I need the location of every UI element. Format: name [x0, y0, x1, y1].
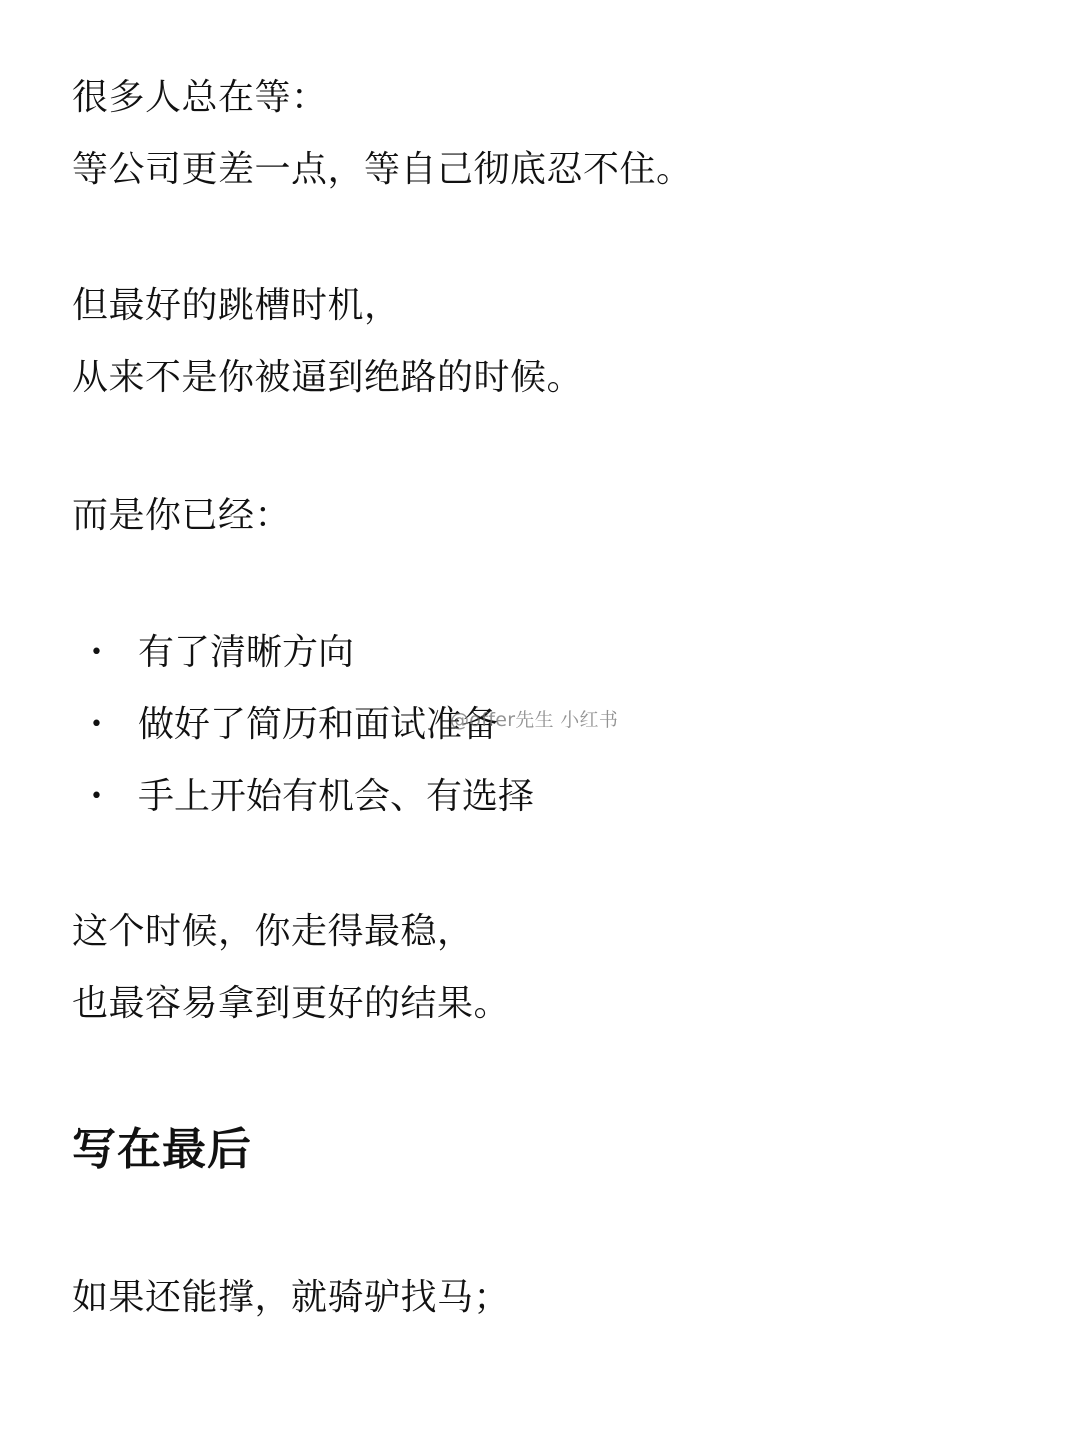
list-item-text: 有了清晰方向 — [138, 632, 355, 673]
list-item — [90, 702, 498, 747]
paragraph-line: 也最容易拿到更好的结果。 — [72, 983, 511, 1024]
bullet-icon: • — [90, 784, 103, 809]
paragraph-line: 从来不是你被逼到绝路的时候。 — [72, 357, 584, 398]
paragraph-line: 而是你已经： — [72, 495, 292, 536]
bullet-icon: • — [90, 640, 103, 665]
watermark: @offer先生 小红书 — [450, 709, 619, 731]
section-heading: 写在最后 — [72, 1124, 252, 1175]
list-item-text: 手上开始有机会、有选择 — [138, 776, 535, 817]
bullet-icon: • — [90, 712, 103, 737]
paragraph-line: 这个时候，你走得最稳， — [72, 911, 474, 952]
list-item-text: 做好了简历和面试准备 — [138, 704, 499, 745]
list-item — [90, 774, 534, 819]
paragraph-line: 等公司更差一点，等自己彻底忍不住。 — [72, 149, 693, 190]
list-item — [90, 630, 354, 675]
paragraph-line: 如果还能撑，就骑驴找马； — [72, 1277, 511, 1318]
paragraph-line: 很多人总在等： — [72, 77, 328, 118]
paragraph-line: 但最好的跳槽时机， — [72, 285, 401, 326]
